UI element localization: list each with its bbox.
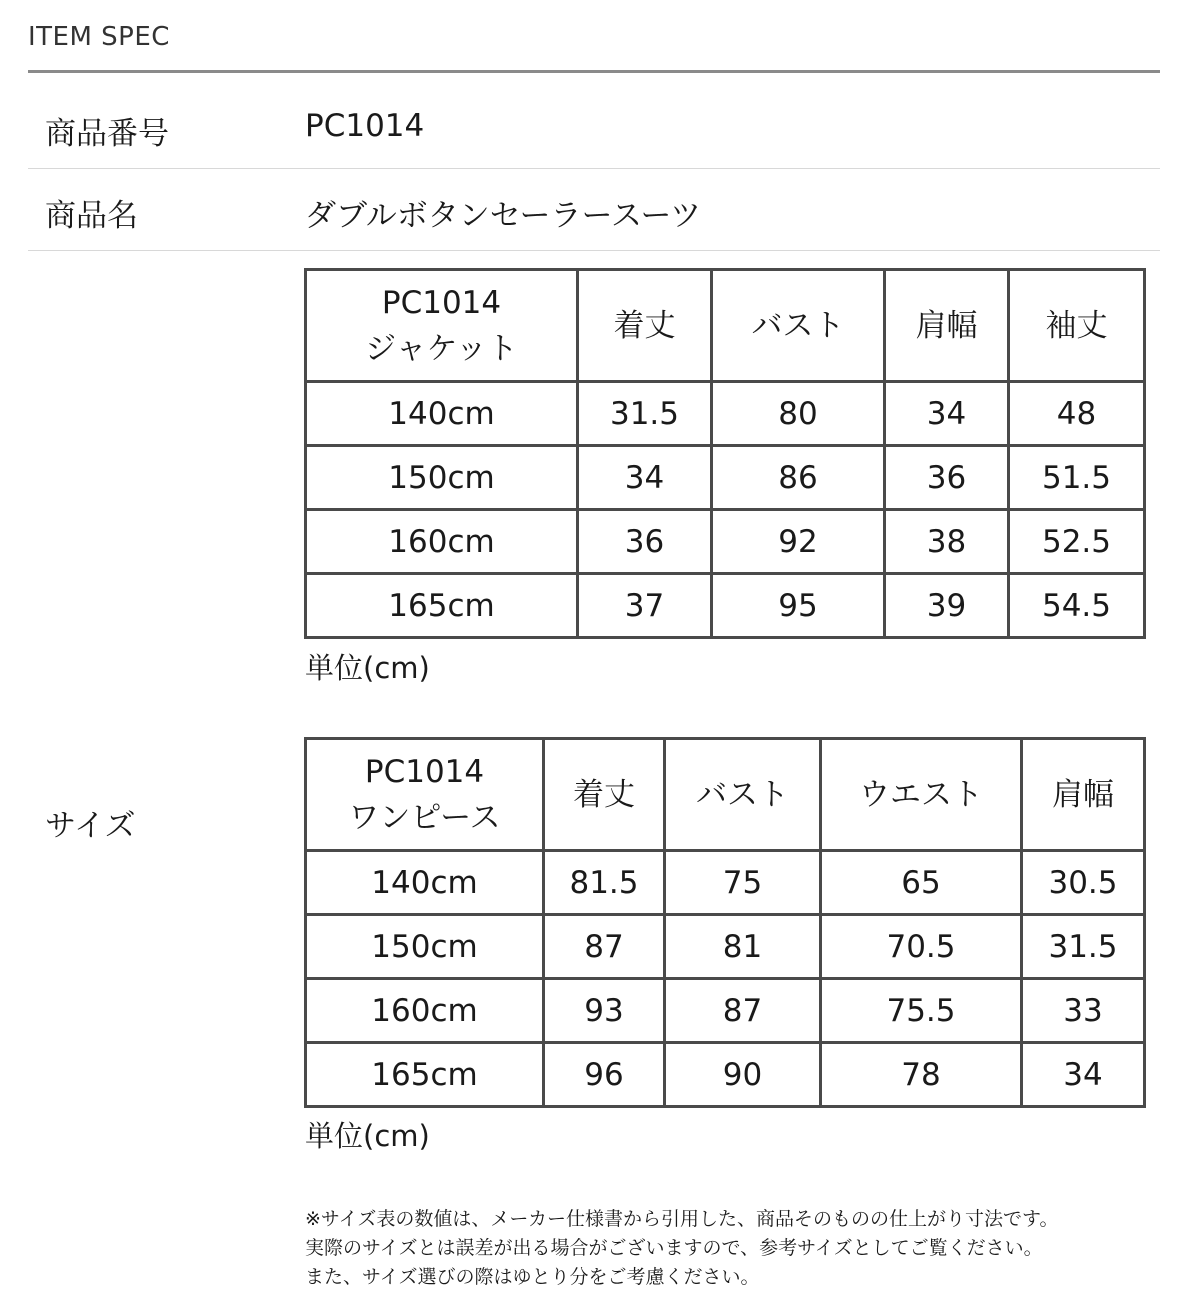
table-model-code: PC1014 bbox=[381, 284, 502, 321]
table-row bbox=[306, 979, 1145, 1043]
table-cell: 92 bbox=[712, 510, 885, 574]
table-row bbox=[306, 510, 1145, 574]
table-row bbox=[306, 382, 1145, 446]
table-cell: 93 bbox=[544, 979, 665, 1043]
table-header-row bbox=[306, 739, 1145, 851]
table-item-type: ワンピース bbox=[348, 799, 501, 836]
title-divider bbox=[28, 70, 1160, 73]
table-header-cell: 着丈 bbox=[544, 739, 665, 851]
item-name-value: ダブルボタンセーラースーツ bbox=[305, 198, 702, 234]
item-name-label: 商品名 bbox=[45, 198, 138, 234]
table-cell: 34 bbox=[885, 382, 1009, 446]
table-cell: 81 bbox=[665, 915, 821, 979]
table-cell: 81.5 bbox=[544, 851, 665, 915]
table-header-row bbox=[306, 270, 1145, 382]
table-cell: 34 bbox=[578, 446, 712, 510]
table-cell: 96 bbox=[544, 1043, 665, 1107]
table-header-cell: 肩幅 bbox=[1022, 739, 1145, 851]
table-row bbox=[306, 574, 1145, 638]
table-model-code: PC1014 bbox=[364, 753, 485, 790]
table-cell: 65 bbox=[821, 851, 1022, 915]
table-cell: 86 bbox=[712, 446, 885, 510]
table-item-type: ジャケット bbox=[365, 330, 518, 367]
table-cell: 150cm bbox=[306, 915, 544, 979]
table-header-cell: 着丈 bbox=[578, 270, 712, 382]
dress-size-table bbox=[304, 737, 1146, 1108]
dress-unit-note: 単位(cm) bbox=[305, 1119, 430, 1153]
table-cell: 36 bbox=[578, 510, 712, 574]
table-cell: 31.5 bbox=[578, 382, 712, 446]
table-cell: 78 bbox=[821, 1043, 1022, 1107]
table-cell: 90 bbox=[665, 1043, 821, 1107]
table-cell: 80 bbox=[712, 382, 885, 446]
table-cell: 38 bbox=[885, 510, 1009, 574]
table-cell: 75.5 bbox=[821, 979, 1022, 1043]
item-number-label: 商品番号 bbox=[45, 116, 169, 152]
table-cell: 75 bbox=[665, 851, 821, 915]
table-cell: 165cm bbox=[306, 574, 578, 638]
row-divider bbox=[28, 250, 1160, 251]
table-cell: 140cm bbox=[306, 382, 578, 446]
table-cell: 39 bbox=[885, 574, 1009, 638]
jacket-unit-note: 単位(cm) bbox=[305, 651, 430, 685]
table-cell: 34 bbox=[1022, 1043, 1145, 1107]
disclaimer-line: また、サイズ選びの際はゆとり分をご考慮ください。 bbox=[305, 1266, 760, 1288]
size-disclaimer bbox=[305, 1205, 1059, 1292]
table-cell: 48 bbox=[1009, 382, 1145, 446]
table-header-cell bbox=[306, 739, 544, 851]
table-cell: 150cm bbox=[306, 446, 578, 510]
table-cell: 87 bbox=[665, 979, 821, 1043]
table-cell: 30.5 bbox=[1022, 851, 1145, 915]
table-cell: 160cm bbox=[306, 510, 578, 574]
table-row bbox=[306, 1043, 1145, 1107]
section-title: ITEM SPEC bbox=[28, 22, 170, 52]
item-number-value: PC1014 bbox=[305, 108, 425, 144]
table-header-cell: 肩幅 bbox=[885, 270, 1009, 382]
table-cell: 33 bbox=[1022, 979, 1145, 1043]
table-cell: 54.5 bbox=[1009, 574, 1145, 638]
disclaimer-line: 実際のサイズとは誤差が出る場合がございますので、参考サイズとしてご覧ください。 bbox=[305, 1237, 1043, 1259]
table-header-cell: バスト bbox=[712, 270, 885, 382]
table-cell: 95 bbox=[712, 574, 885, 638]
jacket-size-table bbox=[304, 268, 1146, 639]
table-row bbox=[306, 915, 1145, 979]
table-row bbox=[306, 851, 1145, 915]
table-cell: 140cm bbox=[306, 851, 544, 915]
table-cell: 37 bbox=[578, 574, 712, 638]
table-cell: 165cm bbox=[306, 1043, 544, 1107]
table-header-cell: バスト bbox=[665, 739, 821, 851]
disclaimer-line: ※サイズ表の数値は、メーカー仕様書から引用した、商品そのものの仕上がり寸法です。 bbox=[305, 1208, 1059, 1230]
table-cell: 160cm bbox=[306, 979, 544, 1043]
table-cell: 70.5 bbox=[821, 915, 1022, 979]
table-cell: 36 bbox=[885, 446, 1009, 510]
table-header-cell bbox=[306, 270, 578, 382]
table-row bbox=[306, 446, 1145, 510]
table-cell: 51.5 bbox=[1009, 446, 1145, 510]
table-cell: 87 bbox=[544, 915, 665, 979]
table-header-cell: ウエスト bbox=[821, 739, 1022, 851]
table-header-cell: 袖丈 bbox=[1009, 270, 1145, 382]
row-divider bbox=[28, 168, 1160, 169]
size-label: サイズ bbox=[45, 808, 136, 844]
table-cell: 52.5 bbox=[1009, 510, 1145, 574]
table-cell: 31.5 bbox=[1022, 915, 1145, 979]
